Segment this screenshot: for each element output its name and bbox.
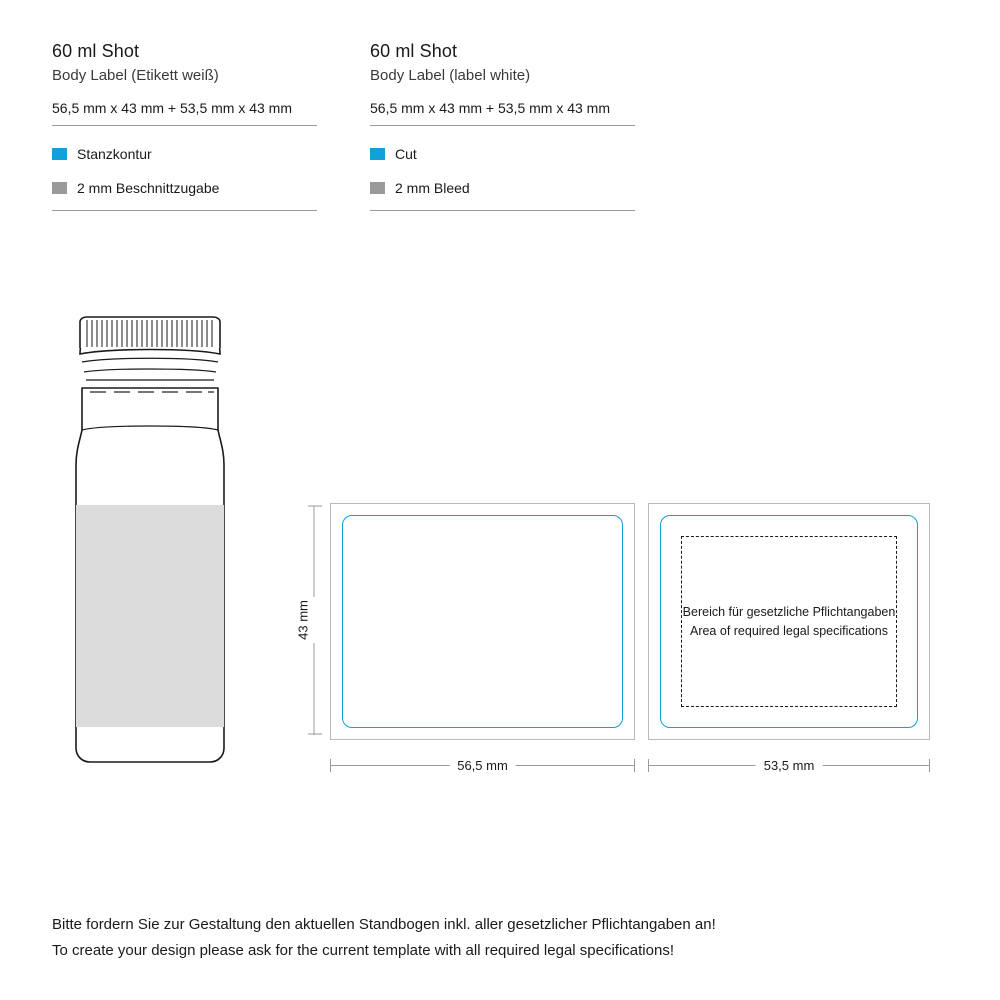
spec-title-en: 60 ml Shot — [370, 41, 458, 61]
spec-title-de: 60 ml Shot — [52, 41, 140, 61]
cut-contour-front — [342, 515, 623, 728]
dimension-tick-right — [634, 759, 635, 772]
back-label-width-dimension — [648, 757, 930, 783]
legend-label-cut-de: Stanzkontur — [77, 145, 152, 162]
footer-line-en: To create your design please ask for the current template with all required legal specifications! — [52, 942, 674, 960]
spec-subtitle-en: Body Label (label white) — [370, 66, 531, 84]
bleed-swatch-icon — [52, 182, 67, 194]
spec-block-de — [52, 40, 317, 211]
back-label-panel — [648, 503, 930, 740]
footer-line-de: Bitte fordern Sie zur Gestaltung den aktuellen Standbogen inkl. aller gesetzlicher Pflichtangaben an! — [52, 916, 716, 933]
legend-row-bleed-en — [370, 176, 635, 200]
dimension-tick-left — [648, 759, 649, 772]
legend-de — [52, 142, 317, 211]
legend-row-cut-de — [52, 142, 317, 166]
legal-specifications-area — [681, 536, 897, 707]
bleed-swatch-icon — [370, 182, 385, 194]
front-label-width-label: 56,5 mm — [449, 757, 516, 774]
legal-area-label-de: Bereich für gesetzliche Pflichtangaben — [682, 604, 896, 619]
front-label-width-dimension — [330, 757, 635, 783]
dimension-tick-left — [330, 759, 331, 772]
legend-label-cut-en: Cut — [395, 145, 417, 162]
height-dimension — [288, 505, 328, 735]
legend-row-cut-en — [370, 142, 635, 166]
spec-block-en — [370, 40, 635, 211]
cut-swatch-icon — [52, 148, 67, 160]
spec-subtitle-de: Body Label (Etikett weiß) — [52, 66, 219, 84]
cut-swatch-icon — [370, 148, 385, 160]
legend-row-bleed-de — [52, 176, 317, 200]
legal-area-label-en: Area of required legal specifications — [689, 623, 889, 638]
spec-dimensions-en: 56,5 mm x 43 mm + 53,5 mm x 43 mm — [370, 100, 635, 126]
footer-note — [52, 912, 952, 965]
height-dimension-label: 43 mm — [295, 600, 311, 640]
legend-label-bleed-en: 2 mm Bleed — [395, 179, 470, 196]
back-label-width-label: 53,5 mm — [756, 757, 823, 774]
dimension-tick-right — [929, 759, 930, 772]
bottle-illustration — [50, 300, 280, 785]
spec-dimensions-de: 56,5 mm x 43 mm + 53,5 mm x 43 mm — [52, 100, 317, 126]
legend-label-bleed-de: 2 mm Beschnittzugabe — [77, 179, 220, 196]
front-label-panel — [330, 503, 635, 740]
legend-en — [370, 142, 635, 211]
